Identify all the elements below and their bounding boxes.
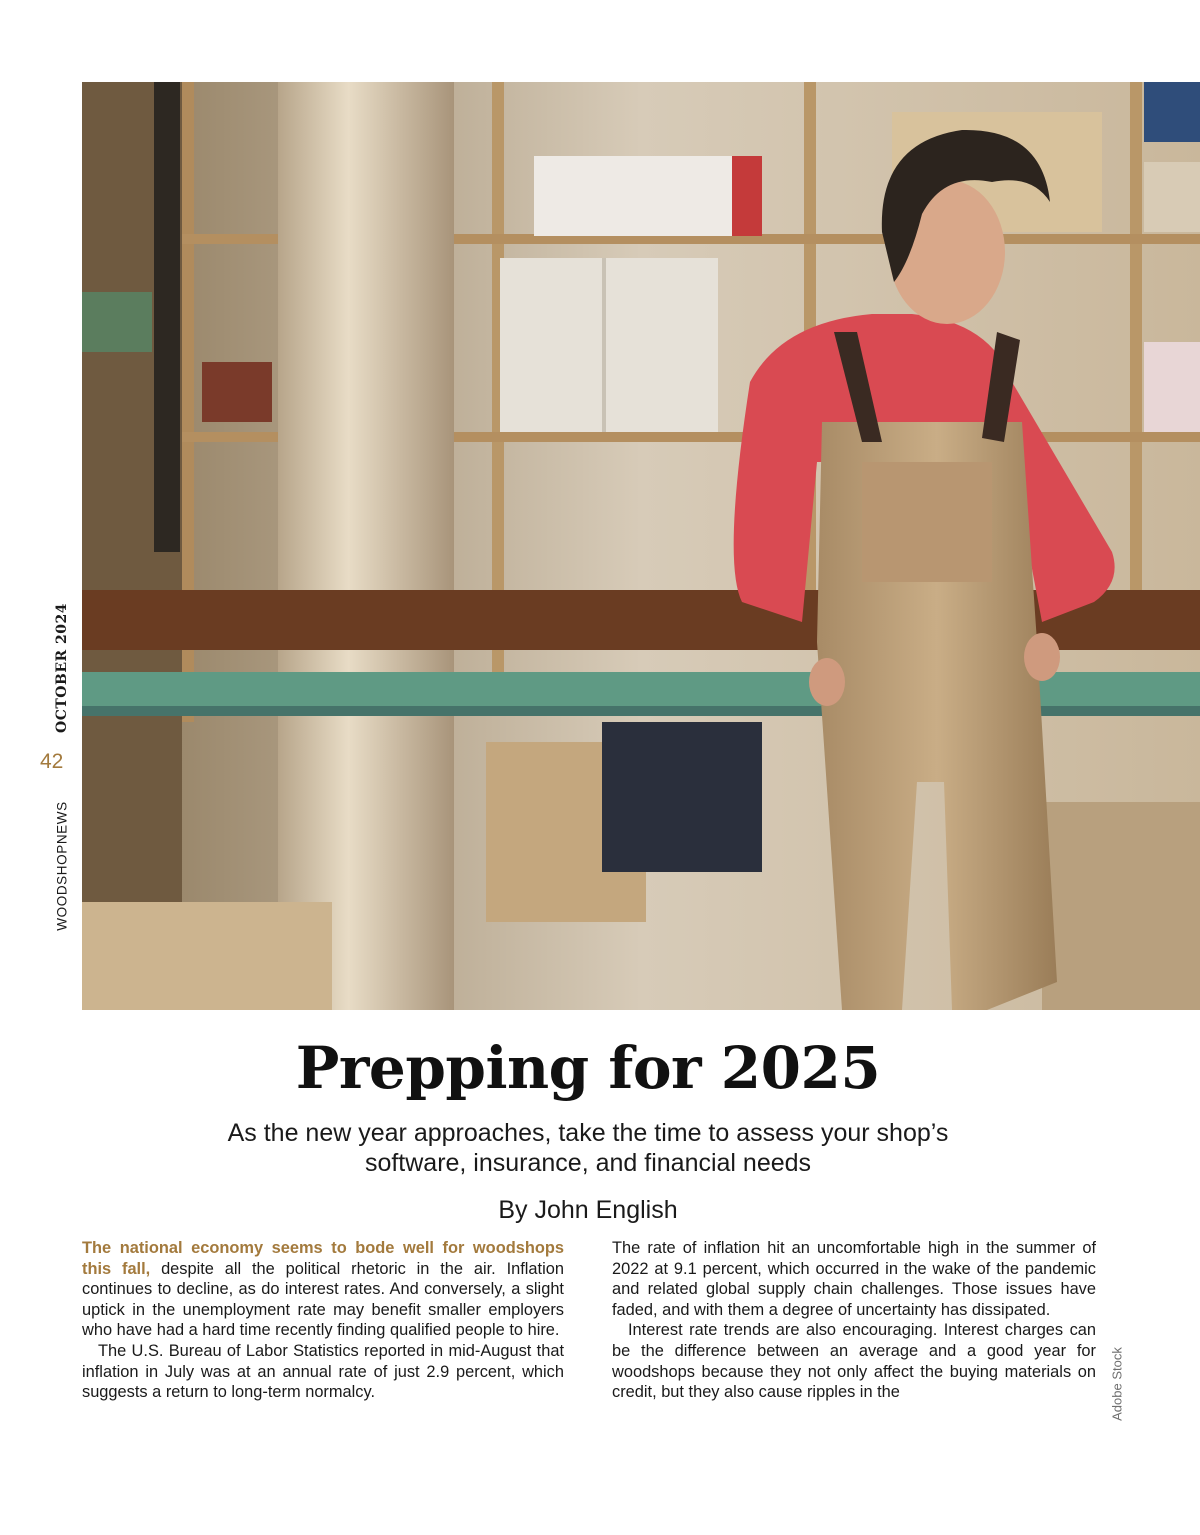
issue-date: OCTOBER 2024 <box>54 603 70 733</box>
article-byline: By John English <box>498 1196 678 1224</box>
lead-in: The national economy seems to bode well for woodshops this fall, <box>82 1239 564 1278</box>
workshop-photo-illustration <box>82 82 1200 1010</box>
body-column-right <box>612 1238 1096 1508</box>
paragraph-text: despite all the political rhetoric in the air. Inflation continues to decline, as do interest rates. And conversely, a slight uptick in the unemployment rate may benefit smaller employers who have had a hard time recently finding qualified people to hire. <box>82 1259 564 1340</box>
photo-credit: Adobe Stock <box>1109 1347 1125 1421</box>
page-number: 42 <box>40 750 64 773</box>
article-title: Prepping for 2025 <box>295 1034 881 1102</box>
body-paragraph: The U.S. Bureau of Labor Statistics reported in mid-August that inflation in July was at an annual rate of just 2.9 percent, which suggests a return to long-term normalcy. <box>82 1341 564 1402</box>
body-column-left <box>82 1238 564 1508</box>
hero-photo <box>82 82 1200 1010</box>
body-paragraph: Interest rate trends are also encouraging. Interest charges can be the difference between an average and a good year for woodshops because they not only affect the buying materials on credit, but they also cause ripples in the <box>612 1321 1096 1402</box>
body-paragraph <box>82 1238 564 1341</box>
article-subtitle: As the new year approaches, take the time to assess your shop’s software, insurance, and financial needs <box>227 1119 949 1177</box>
publication-name: WOODSHOPNEWS <box>54 801 70 931</box>
body-paragraph: The rate of inflation hit an uncomfortable high in the summer of 2022 at 9.1 percent, which occurred in the wake of the pandemic and related global supply chain challenges. Those issues have faded, and with them a degree of uncertainty has dissipated. <box>612 1239 1096 1319</box>
